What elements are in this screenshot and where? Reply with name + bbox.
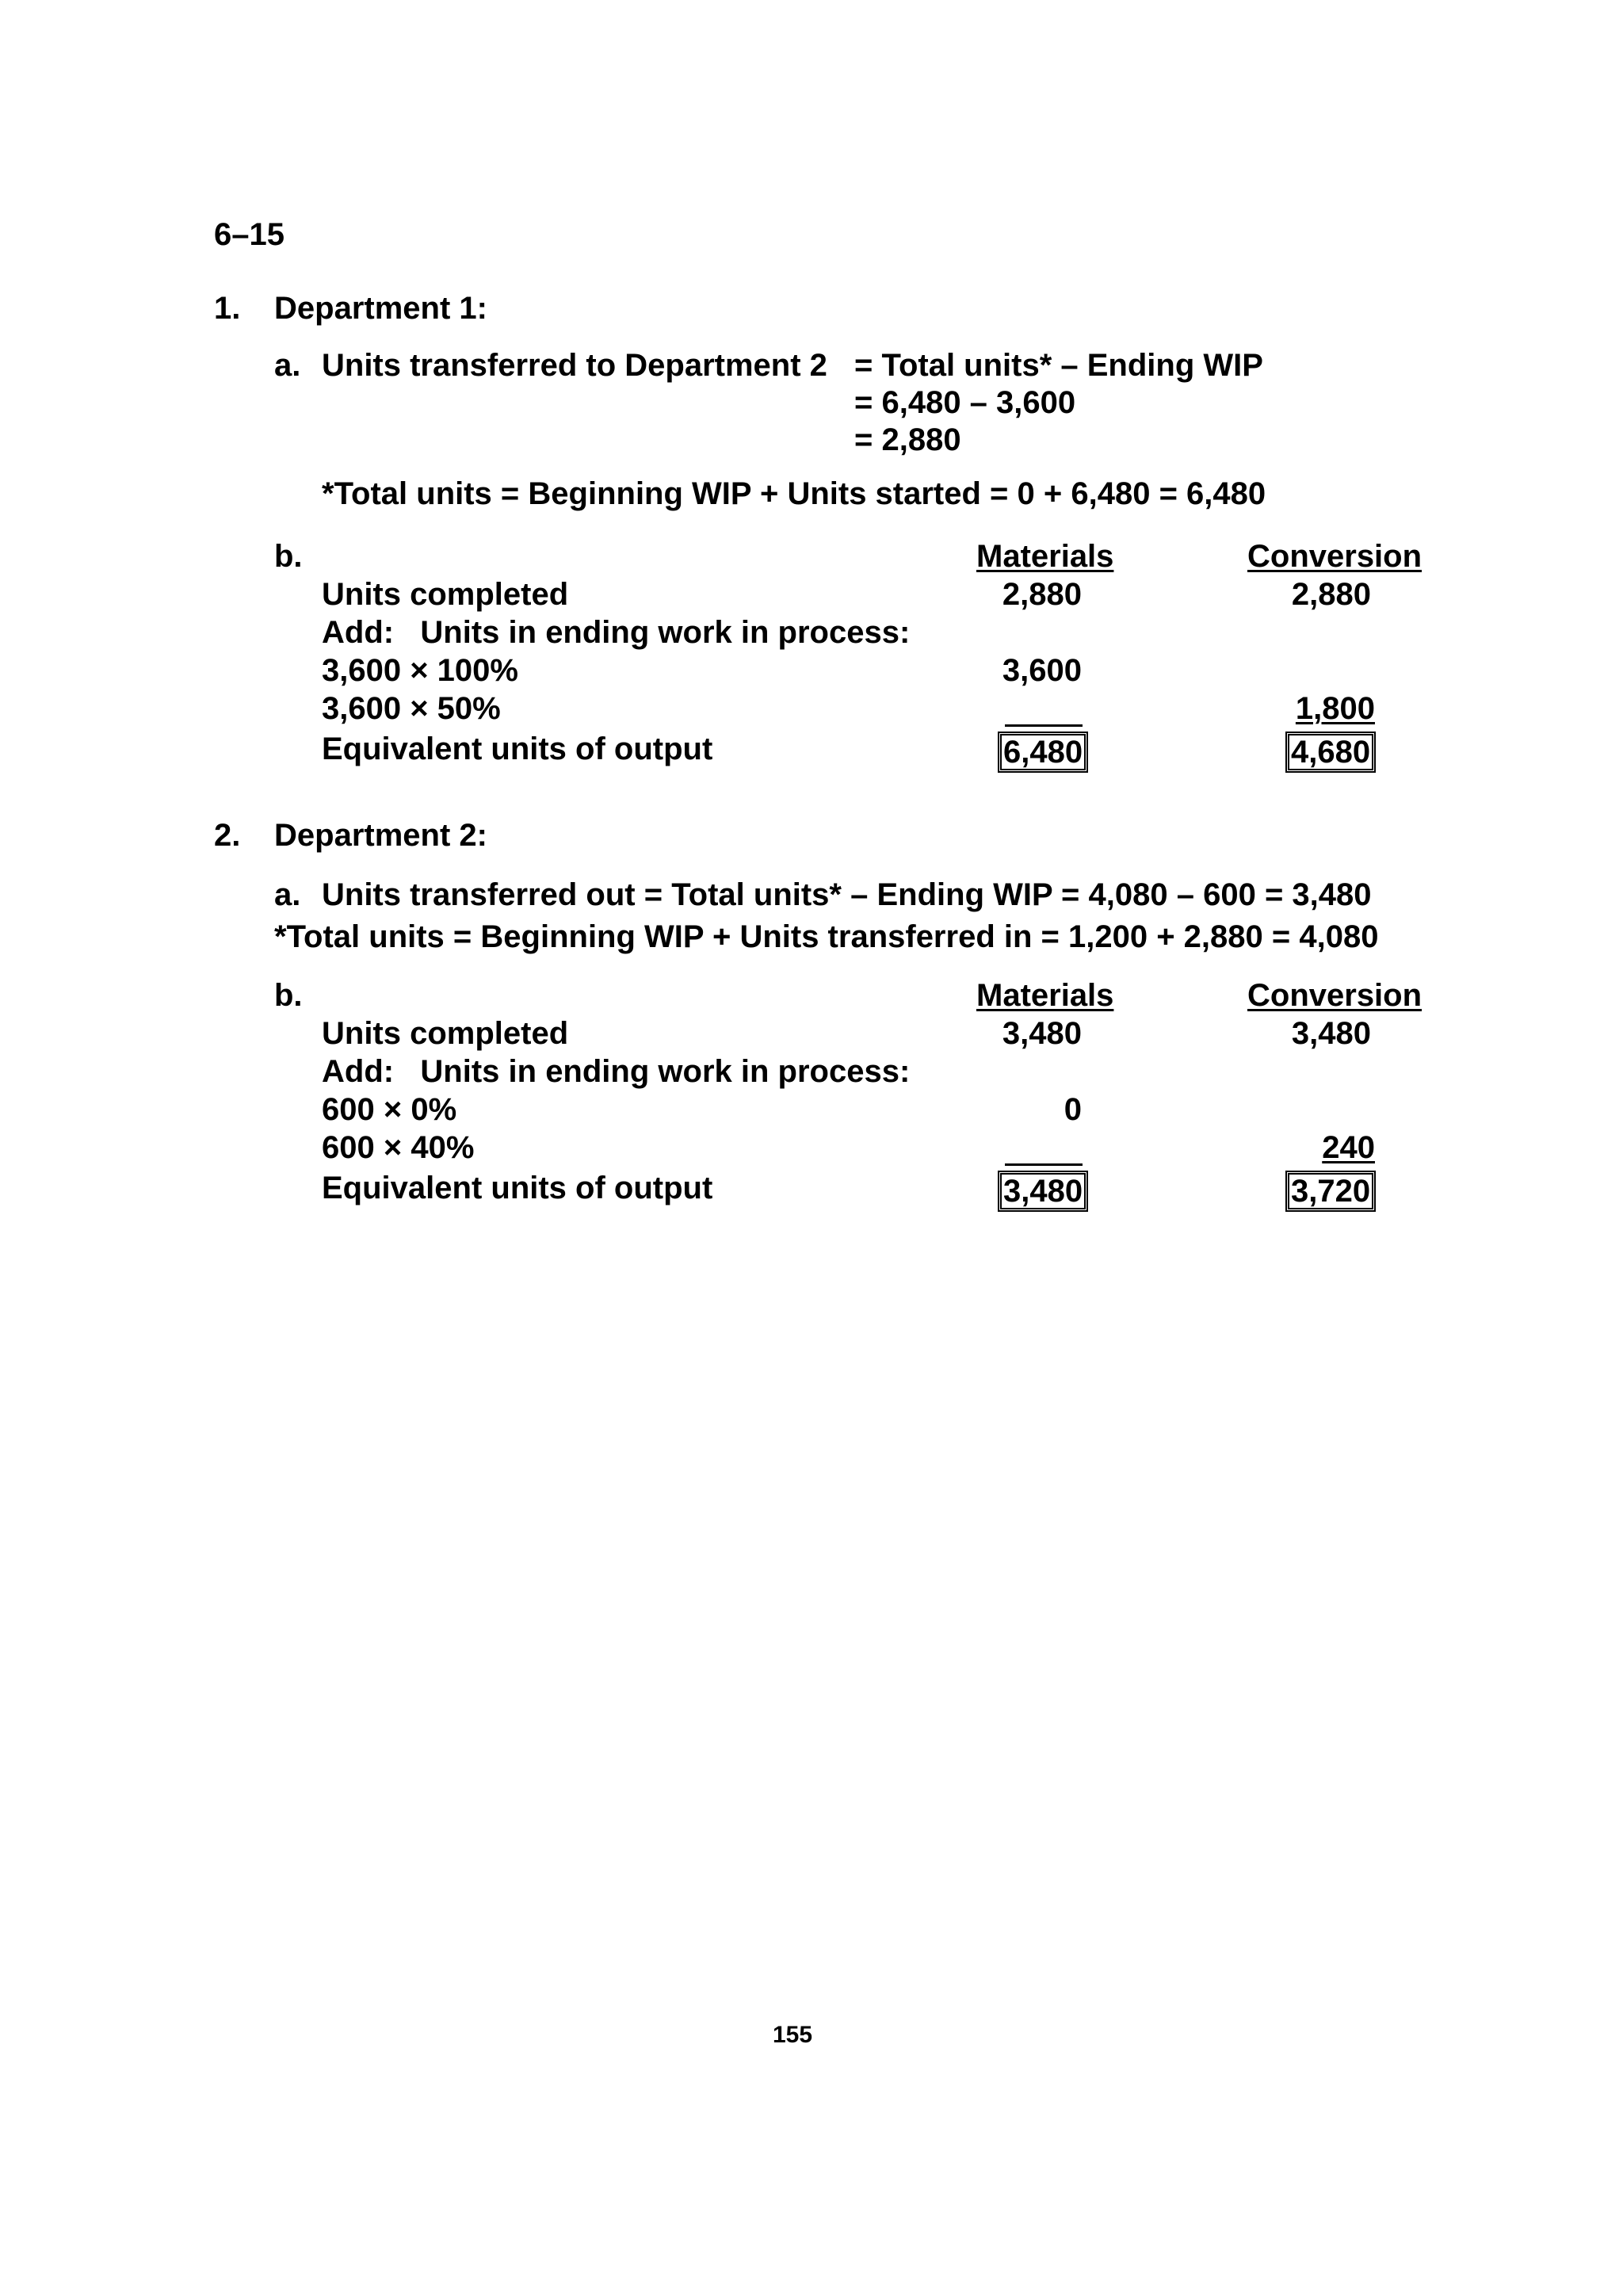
part2-row-conversion: 3,480 bbox=[1291, 1016, 1371, 1051]
part1-row-materials: 2,880 bbox=[1002, 577, 1082, 612]
part2-row-label: 600 × 40% bbox=[322, 1130, 475, 1165]
part2-row-materials: 3,480 bbox=[1002, 1016, 1082, 1051]
problem-number: 6–15 bbox=[214, 217, 285, 252]
page-number: 155 bbox=[773, 2022, 813, 2048]
part2-row-label: Add: Units in ending work in process: bbox=[322, 1054, 911, 1089]
part1-row-conversion: 2,880 bbox=[1291, 577, 1371, 612]
part1-a-line1-left: Units transferred to Department 2 bbox=[322, 348, 827, 383]
part2-total-materials: 3,480 bbox=[998, 1171, 1088, 1212]
part2-row-materials: 0 bbox=[1064, 1092, 1082, 1127]
part2-total-label: Equivalent units of output bbox=[322, 1171, 713, 1205]
part2-row-label: Units completed bbox=[322, 1016, 569, 1051]
part1-a-line2: = 6,480 – 3,600 bbox=[854, 385, 1076, 420]
part2-a-footnote: *Total units = Beginning WIP + Units transferred in = 1,200 + 2,880 = 4,080 bbox=[274, 919, 1379, 954]
part1-row-label: 3,600 × 50% bbox=[322, 691, 501, 726]
part1-a-line1-right: = Total units* – Ending WIP bbox=[854, 348, 1263, 383]
part1-row-label: Units completed bbox=[322, 577, 569, 612]
part1-col-conversion-header: Conversion bbox=[1247, 539, 1423, 574]
part1-total-conversion: 4,680 bbox=[1285, 732, 1376, 773]
part2-col-materials-header: Materials bbox=[976, 978, 1114, 1013]
part2-b-label: b. bbox=[274, 978, 303, 1013]
materials-subtotal-rule bbox=[1005, 1163, 1083, 1166]
part1-a-label: a. bbox=[274, 348, 301, 383]
part1-total-label: Equivalent units of output bbox=[322, 732, 713, 766]
part2-total-conversion: 3,720 bbox=[1285, 1171, 1376, 1212]
part1-a-footnote: *Total units = Beginning WIP + Units started = 0 + 6,480 = 6,480 bbox=[322, 476, 1266, 511]
part1-b-label: b. bbox=[274, 539, 303, 574]
part2-a-line1: Units transferred out = Total units* – Ending WIP = 4,080 – 600 = 3,480 bbox=[322, 877, 1372, 912]
part2-row-conversion: 240 bbox=[1322, 1130, 1375, 1165]
part2-row-label: 600 × 0% bbox=[322, 1092, 457, 1127]
part1-col-materials-header: Materials bbox=[976, 539, 1114, 574]
part1-total-materials: 6,480 bbox=[998, 732, 1088, 773]
part1-number: 1. bbox=[214, 291, 241, 326]
part1-a-line3: = 2,880 bbox=[854, 422, 961, 457]
part2-a-label: a. bbox=[274, 877, 301, 912]
part2-col-conversion-header: Conversion bbox=[1247, 978, 1423, 1013]
part1-heading: Department 1: bbox=[274, 291, 487, 326]
materials-subtotal-rule bbox=[1005, 724, 1083, 727]
part1-row-conversion: 1,800 bbox=[1295, 691, 1375, 726]
part1-row-materials: 3,600 bbox=[1002, 653, 1082, 688]
part1-row-label: Add: Units in ending work in process: bbox=[322, 615, 911, 650]
part2-number: 2. bbox=[214, 818, 241, 853]
part1-row-label: 3,600 × 100% bbox=[322, 653, 518, 688]
part2-heading: Department 2: bbox=[274, 818, 487, 853]
